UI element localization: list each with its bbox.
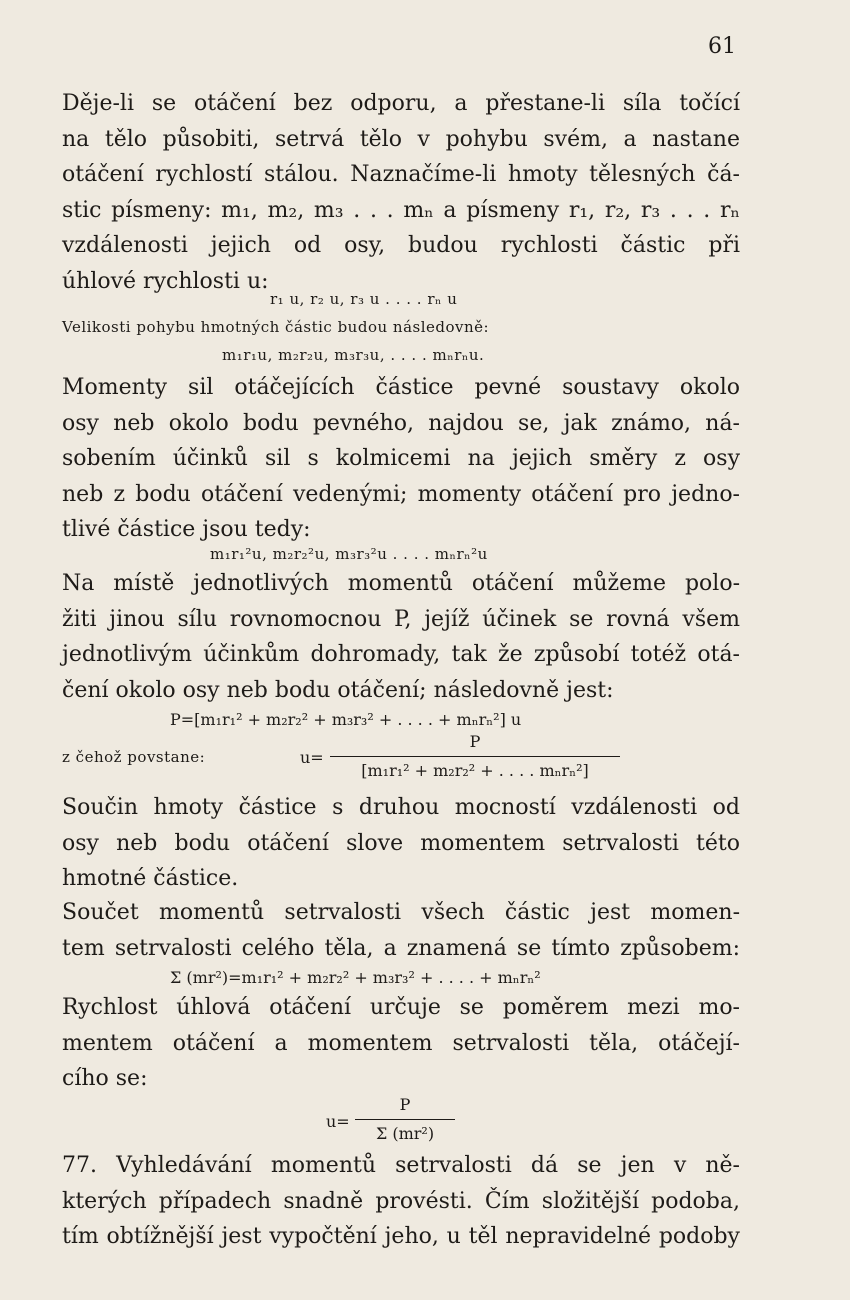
text-line: jednotlivým účinkům dohromady, tak že způsobí totéž otá- bbox=[62, 642, 740, 667]
equation-u-lhs: u= bbox=[300, 748, 324, 767]
label-derived: z čehož povstane: bbox=[62, 748, 206, 766]
text-line: cího se: bbox=[62, 1066, 148, 1091]
equation-velocities: r₁ u, r₂ u, r₃ u . . . . rₙ u bbox=[270, 290, 458, 308]
page-number: 61 bbox=[708, 34, 736, 59]
text-line: neb z bodu otáčení vedenými; momenty otáčení pro jedno- bbox=[62, 481, 740, 507]
fraction-denominator: [m₁r₁² + m₂r₂² + . . . . mₙrₙ²] bbox=[361, 761, 589, 780]
equation-force: P=[m₁r₁² + m₂r₂² + m₃r₃² + . . . . + mₙrₙ²] u bbox=[170, 710, 522, 729]
text-line: Součet momentů setrvalosti všech částic jest momen- bbox=[62, 900, 740, 925]
equation-momenta: m₁r₁u, m₂r₂u, m₃r₃u, . . . . mₙrₙu. bbox=[222, 346, 485, 364]
paragraph-7 bbox=[62, 1148, 740, 1255]
text-line: osy neb bodu otáčení slove momentem setrvalosti této bbox=[62, 830, 740, 856]
text-line: stic písmeny: m₁, m₂, m₃ . . . mₙ a písmeny r₁, r₂, r₃ . . . rₙ bbox=[62, 197, 740, 223]
text-line: vzdálenosti jejich od osy, budou rychlosti částic při bbox=[62, 233, 740, 258]
text-line: kterých případech snadně provésti. Čím složitější podoba, bbox=[62, 1188, 740, 1214]
text-line: osy neb okolo bodu pevného, najdou se, jak známo, ná- bbox=[62, 410, 740, 436]
text-line: Děje-li se otáčení bez odporu, a přestane-li síla točící bbox=[62, 91, 740, 116]
text-line: sobením účinků sil s kolmicemi na jejich směry z osy bbox=[62, 446, 740, 471]
fraction-bar bbox=[330, 756, 620, 757]
fraction-numerator: P bbox=[469, 732, 481, 751]
fraction-denominator: Σ (mr²) bbox=[375, 1124, 435, 1143]
fraction-numerator: P bbox=[399, 1095, 411, 1114]
text-line: tlivé částice jsou tedy: bbox=[62, 517, 311, 542]
equation-moments: m₁r₁²u, m₂r₂²u, m₃r₃²u . . . . mₙrₙ²u bbox=[210, 545, 488, 563]
text-line: mentem otáčení a momentem setrvalosti těla, otáčejí- bbox=[62, 1030, 740, 1056]
text-line: hmotné částice. bbox=[62, 866, 239, 891]
paragraph-1 bbox=[62, 86, 740, 299]
text-line: žiti jinou sílu rovnomocnou P, jejíž účinek se rovná všem bbox=[62, 606, 740, 632]
text-line: Rychlost úhlová otáčení určuje se poměrem mezi mo- bbox=[62, 995, 740, 1020]
text-line: 77. Vyhledávání momentů setrvalosti dá se jen v ně- bbox=[62, 1153, 740, 1178]
paragraph-6 bbox=[62, 990, 740, 1097]
paragraph-2 bbox=[62, 370, 740, 548]
text-line: Na místě jednotlivých momentů otáčení můžeme polo- bbox=[62, 571, 740, 596]
fraction-bar bbox=[355, 1119, 455, 1120]
text-line: otáčení rychlostí stálou. Naznačíme-li hmoty tělesných čá- bbox=[62, 162, 740, 187]
text-line: na tělo působiti, setrvá tělo v pohybu svém, a nastane bbox=[62, 126, 740, 152]
text-line: úhlové rychlosti u: bbox=[62, 268, 269, 294]
paragraph-5 bbox=[62, 895, 740, 966]
text-line: čení okolo osy neb bodu otáčení; následovně jest: bbox=[62, 677, 614, 703]
paragraph-4 bbox=[62, 790, 740, 897]
label-momenta: Velikosti pohybu hmotných částic budou následovně: bbox=[62, 318, 490, 336]
text-line: Součin hmoty částice s druhou mocností vzdálenosti od bbox=[62, 795, 740, 820]
paragraph-3 bbox=[62, 566, 740, 708]
equation-sum: Σ (mr²)=m₁r₁² + m₂r₂² + m₃r₃² + . . . . + mₙrₙ² bbox=[170, 968, 541, 987]
equation-u2-lhs: u= bbox=[326, 1112, 350, 1131]
text-line: tím obtížnější jest vypočtění jeho, u těl nepravidelné podoby bbox=[62, 1224, 740, 1249]
text-line: Momenty sil otáčejících částice pevné soustavy okolo bbox=[62, 375, 740, 400]
text-line: tem setrvalosti celého těla, a znamená se tímto způsobem: bbox=[62, 935, 740, 961]
